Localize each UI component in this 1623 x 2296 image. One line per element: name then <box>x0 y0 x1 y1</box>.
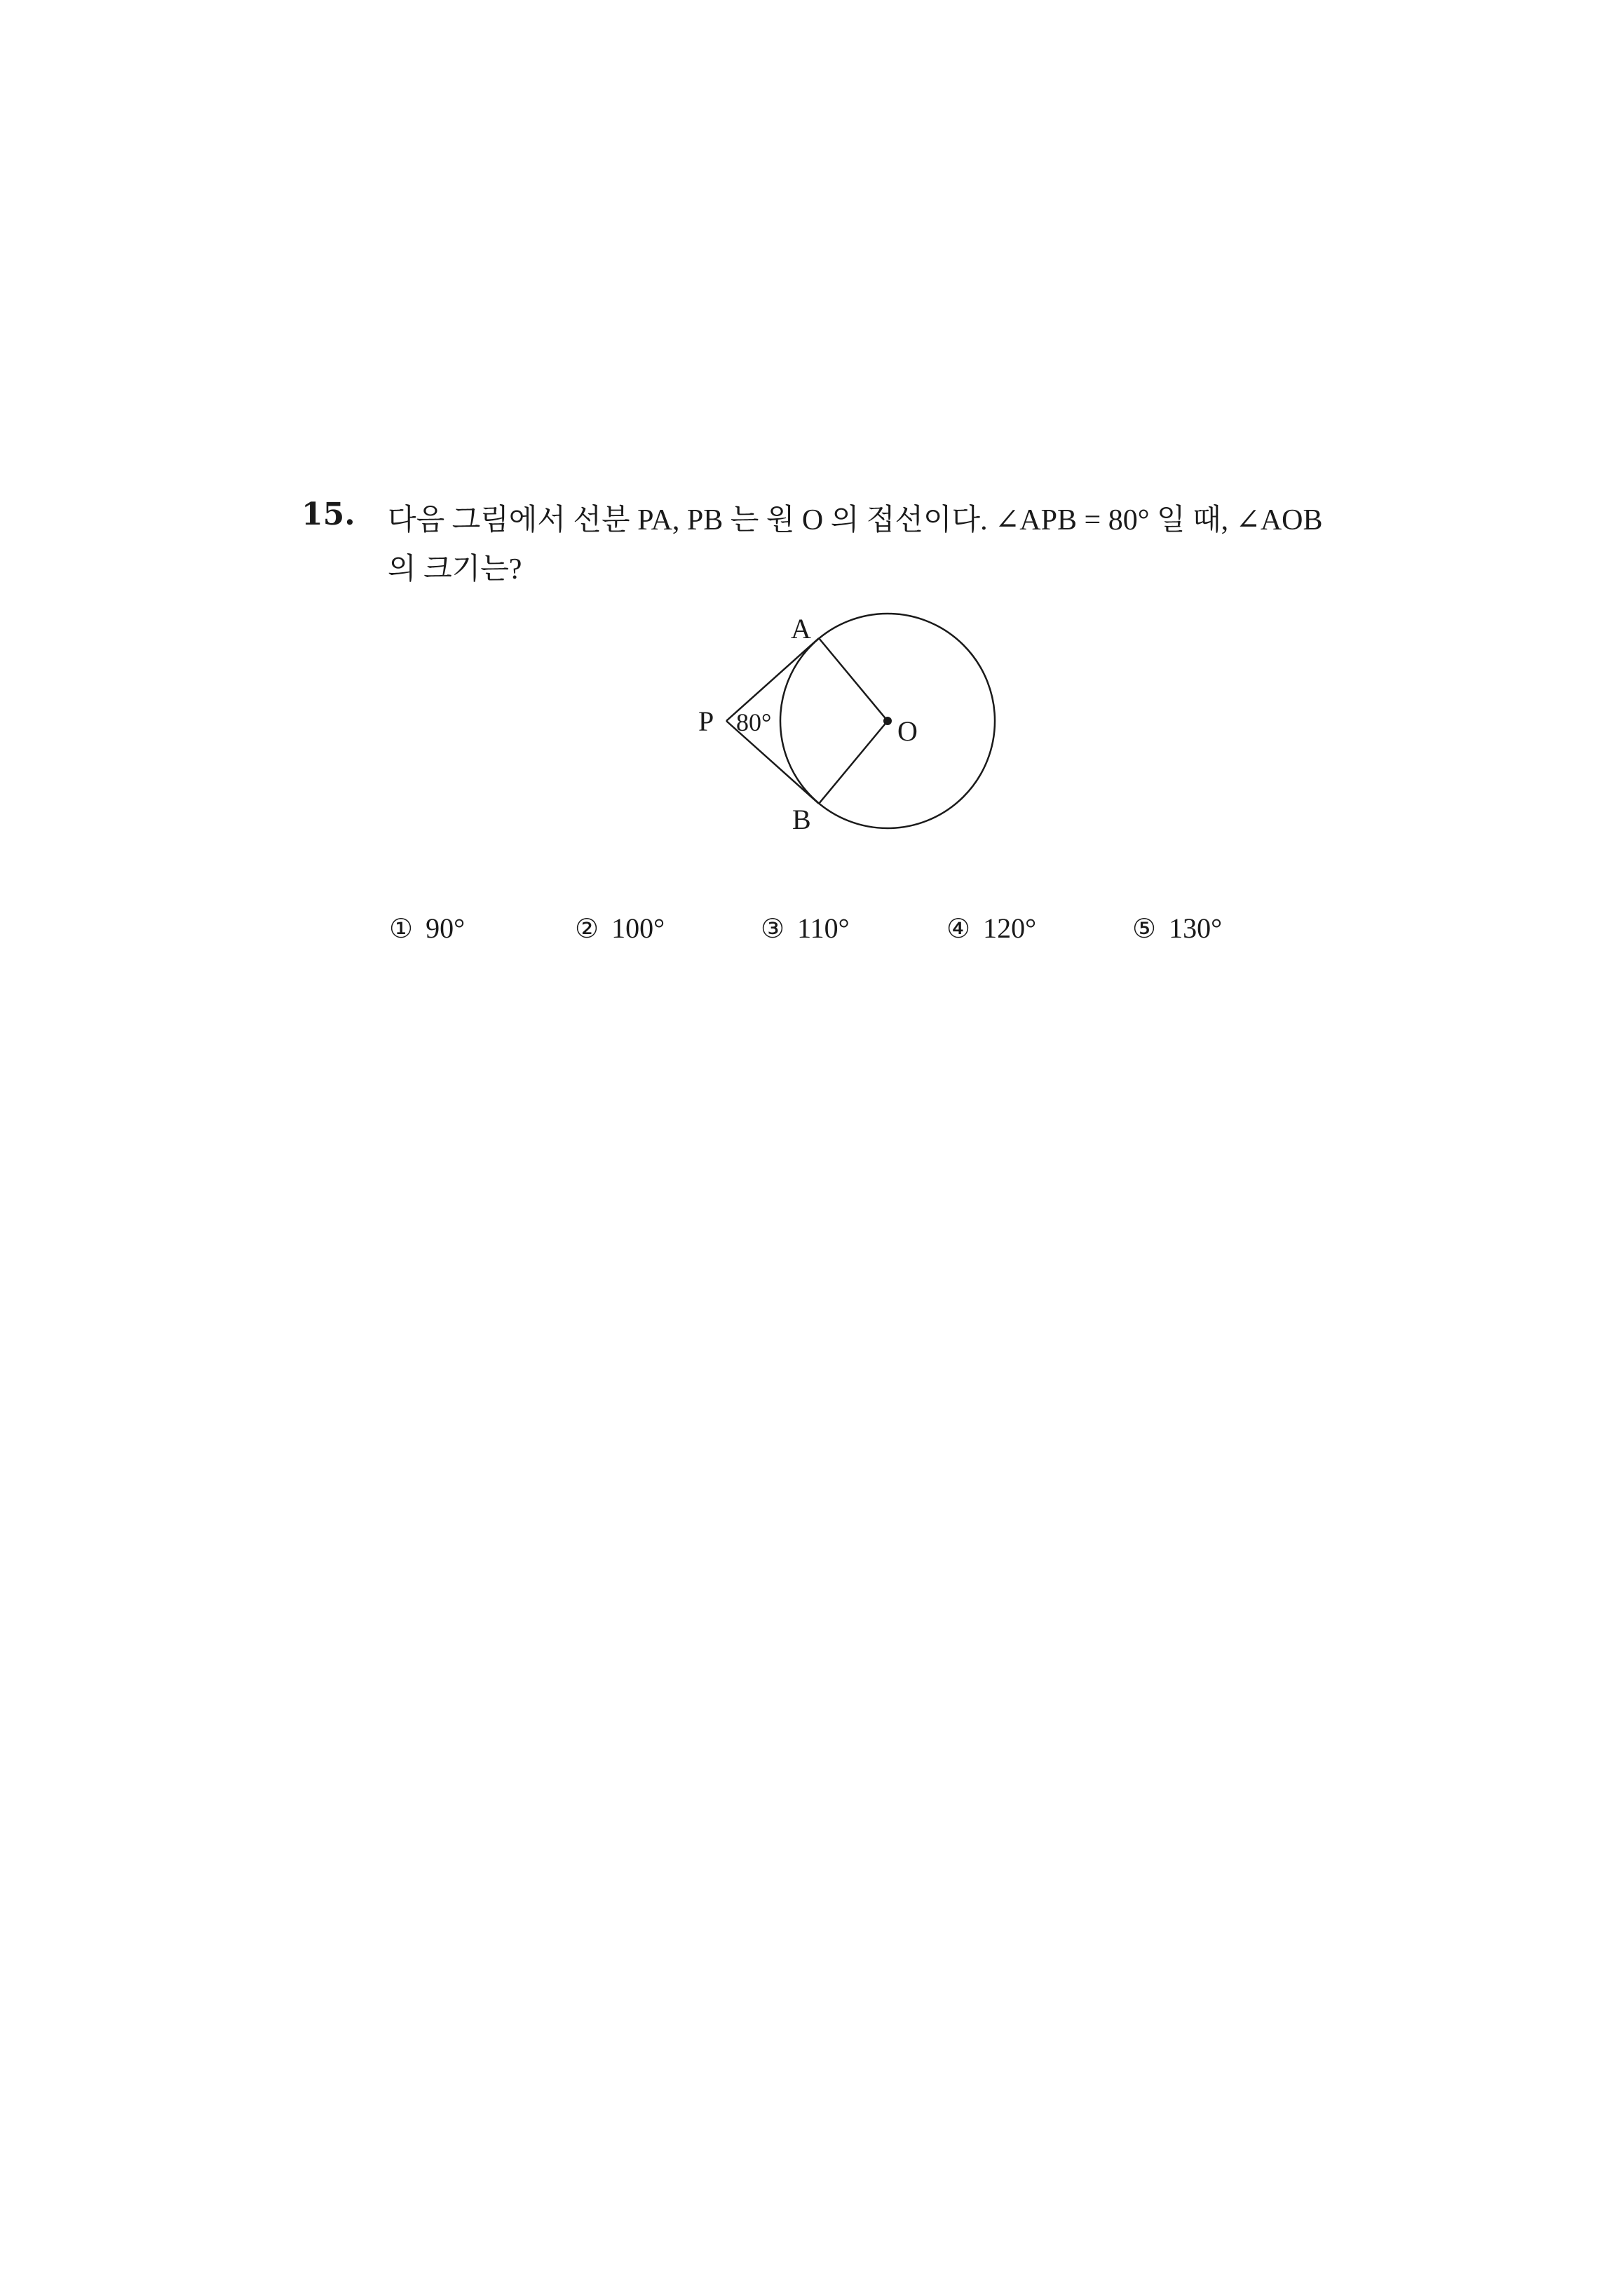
center-point-o <box>883 717 892 725</box>
radius-oa <box>819 638 888 721</box>
tangent-circle-figure <box>694 603 1031 842</box>
choice-text: 90° <box>426 912 466 944</box>
label-b: B <box>792 804 811 835</box>
choice-1[interactable] <box>389 912 465 945</box>
answer-choices <box>389 912 1301 954</box>
angle-label: 80° <box>736 708 772 736</box>
choice-text: 100° <box>611 912 665 944</box>
choice-4[interactable] <box>946 912 1036 945</box>
question-text-line2: 의 크기는? <box>388 553 522 586</box>
choice-marker: ② <box>575 913 599 944</box>
choice-text: 130° <box>1169 912 1223 944</box>
choice-marker: ⑤ <box>1132 913 1157 944</box>
choice-2[interactable] <box>575 912 665 945</box>
choice-marker: ① <box>389 913 414 944</box>
choice-5[interactable] <box>1132 912 1222 945</box>
label-o: O <box>897 715 918 747</box>
question-text-line1: 다음 그림에서 선분 PA, PB 는 원 O 의 접선이다. ∠APB = 80° 일 때, ∠AOB <box>388 504 1323 536</box>
radius-ob <box>819 721 888 804</box>
label-a: A <box>791 613 811 644</box>
choice-text: 110° <box>797 912 850 944</box>
choice-text: 120° <box>983 912 1037 944</box>
label-p: P <box>698 705 714 737</box>
choice-3[interactable] <box>761 912 850 945</box>
choice-marker: ③ <box>761 913 785 944</box>
choice-marker: ④ <box>946 913 971 944</box>
question-number: 15. <box>301 497 355 532</box>
